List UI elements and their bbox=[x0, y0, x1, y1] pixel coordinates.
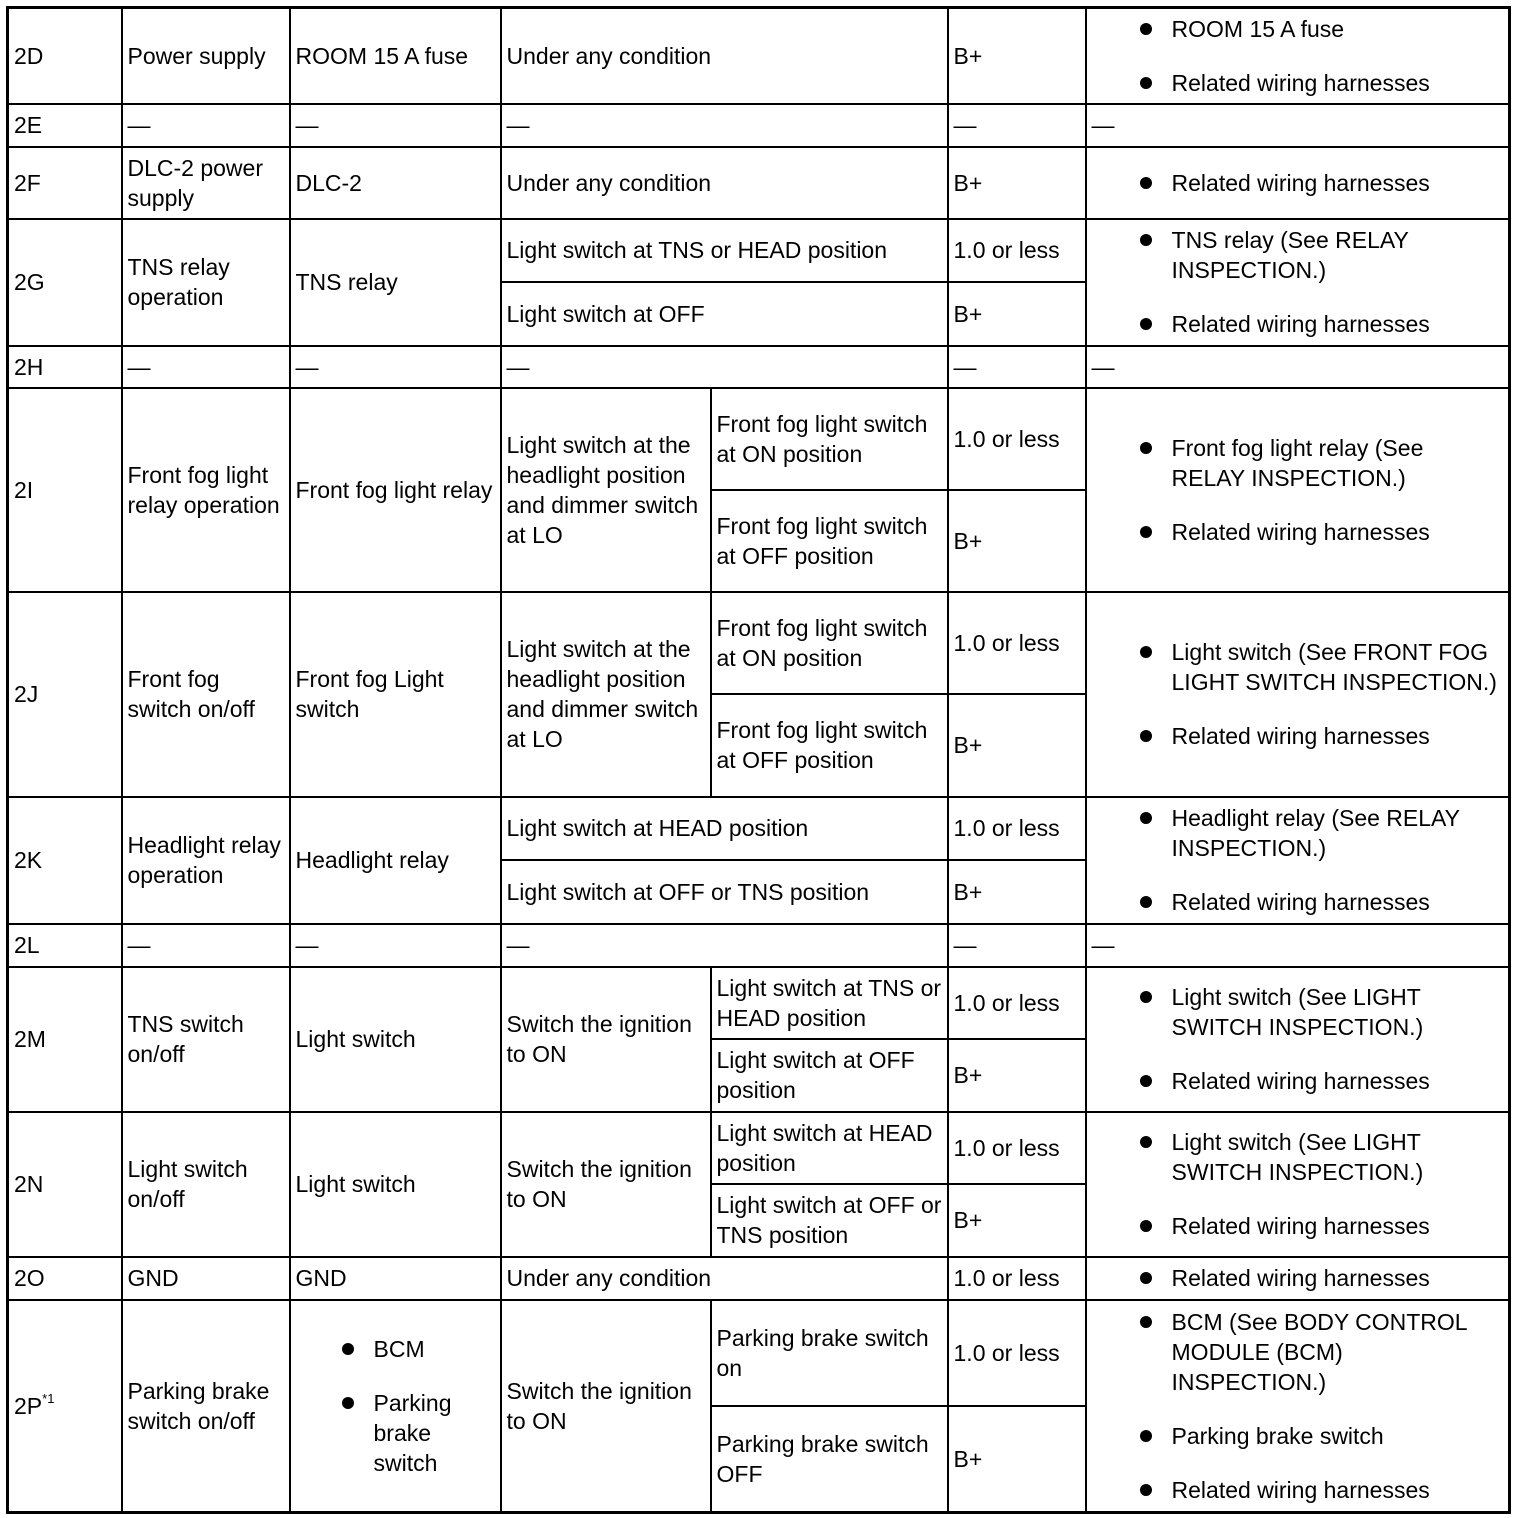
terminal-label: 2P bbox=[14, 1392, 43, 1419]
sub-condition-cell: Light switch at HEAD position bbox=[711, 1112, 948, 1184]
action-item: Related wiring harnesses bbox=[1092, 517, 1504, 547]
condition-cell: Switch the ignition to ON bbox=[501, 1112, 711, 1257]
condition-cell: Light switch at OFF or TNS position bbox=[501, 860, 948, 924]
sub-condition-cell: Parking brake switch on bbox=[711, 1300, 948, 1406]
action-item: Parking brake switch bbox=[1092, 1421, 1504, 1451]
terminal-cell: 2N bbox=[8, 1112, 122, 1257]
signal-cell: Parking brake switch on/off bbox=[122, 1300, 290, 1513]
action-item: Related wiring harnesses bbox=[1092, 68, 1504, 98]
voltage-cell: 1.0 or less bbox=[948, 1300, 1086, 1406]
terminal-cell: 2M bbox=[8, 967, 122, 1112]
action-item: Front fog light relay (See RELAY INSPECTION.) bbox=[1092, 433, 1504, 493]
action-cell bbox=[1086, 8, 1510, 104]
action-cell bbox=[1086, 388, 1510, 592]
action-item: Related wiring harnesses bbox=[1092, 1211, 1504, 1241]
terminal-inspection-table bbox=[6, 6, 1511, 1514]
action-item: Related wiring harnesses bbox=[1092, 721, 1504, 751]
terminal-cell: 2K bbox=[8, 797, 122, 924]
connected-to-cell: TNS relay bbox=[290, 219, 501, 346]
voltage-cell: B+ bbox=[948, 147, 1086, 219]
terminal-cell: 2G bbox=[8, 219, 122, 346]
table-row bbox=[8, 967, 1510, 1039]
voltage-cell: 1.0 or less bbox=[948, 219, 1086, 282]
condition-cell: — bbox=[501, 104, 948, 147]
action-cell: — bbox=[1086, 104, 1510, 147]
table-row bbox=[8, 797, 1510, 860]
connected-to-cell: Light switch bbox=[290, 1112, 501, 1257]
table-row bbox=[8, 1257, 1510, 1300]
terminal-cell: 2D bbox=[8, 8, 122, 104]
voltage-cell: 1.0 or less bbox=[948, 388, 1086, 490]
voltage-cell: B+ bbox=[948, 1039, 1086, 1112]
action-cell bbox=[1086, 219, 1510, 346]
condition-cell: Switch the ignition to ON bbox=[501, 1300, 711, 1513]
voltage-cell: B+ bbox=[948, 490, 1086, 592]
voltage-cell: B+ bbox=[948, 1184, 1086, 1257]
condition-cell: Under any condition bbox=[501, 1257, 948, 1300]
condition-cell: Light switch at TNS or HEAD position bbox=[501, 219, 948, 282]
action-item: BCM (See BODY CONTROL MODULE (BCM) INSPECTION.) bbox=[1092, 1307, 1504, 1397]
connected-to-cell: DLC-2 bbox=[290, 147, 501, 219]
connected-to-cell: GND bbox=[290, 1257, 501, 1300]
voltage-cell: 1.0 or less bbox=[948, 967, 1086, 1039]
signal-cell: Front fog switch on/off bbox=[122, 592, 290, 797]
inspection-table-frame bbox=[6, 6, 1508, 1512]
action-item: Related wiring harnesses bbox=[1092, 887, 1504, 917]
connected-to-cell bbox=[290, 1300, 501, 1513]
action-cell: — bbox=[1086, 924, 1510, 967]
voltage-cell: — bbox=[948, 104, 1086, 147]
action-item: Light switch (See LIGHT SWITCH INSPECTION.) bbox=[1092, 982, 1504, 1042]
table-row bbox=[8, 8, 1510, 104]
table-row bbox=[8, 388, 1510, 490]
sub-condition-cell: Light switch at OFF position bbox=[711, 1039, 948, 1112]
condition-cell: — bbox=[501, 924, 948, 967]
voltage-cell: B+ bbox=[948, 694, 1086, 797]
action-item: TNS relay (See RELAY INSPECTION.) bbox=[1092, 225, 1504, 285]
connected-to-cell: — bbox=[290, 104, 501, 147]
signal-cell: GND bbox=[122, 1257, 290, 1300]
action-item: ROOM 15 A fuse bbox=[1092, 14, 1504, 44]
condition-cell: Light switch at OFF bbox=[501, 282, 948, 346]
table-row bbox=[8, 924, 1510, 967]
connected-to-cell: Front fog light relay bbox=[290, 388, 501, 592]
terminal-cell: 2E bbox=[8, 104, 122, 147]
table-row bbox=[8, 346, 1510, 388]
condition-cell: Light switch at HEAD position bbox=[501, 797, 948, 860]
action-cell bbox=[1086, 1300, 1510, 1513]
table-row bbox=[8, 147, 1510, 219]
action-item: Related wiring harnesses bbox=[1092, 309, 1504, 339]
sub-condition-cell: Parking brake switch OFF bbox=[711, 1406, 948, 1513]
terminal-cell: 2L bbox=[8, 924, 122, 967]
terminal-cell: 2J bbox=[8, 592, 122, 797]
terminal-cell: 2I bbox=[8, 388, 122, 592]
terminal-cell: 2F bbox=[8, 147, 122, 219]
voltage-cell: B+ bbox=[948, 8, 1086, 104]
table-row bbox=[8, 219, 1510, 282]
sub-condition-cell: Front fog light switch at OFF position bbox=[711, 490, 948, 592]
condition-cell: Light switch at the headlight position and dimmer switch at LO bbox=[501, 388, 711, 592]
voltage-cell: — bbox=[948, 924, 1086, 967]
voltage-cell: B+ bbox=[948, 1406, 1086, 1513]
terminal-cell: 2H bbox=[8, 346, 122, 388]
voltage-cell: 1.0 or less bbox=[948, 592, 1086, 694]
voltage-cell: 1.0 or less bbox=[948, 1112, 1086, 1184]
voltage-cell: 1.0 or less bbox=[948, 1257, 1086, 1300]
action-item: Related wiring harnesses bbox=[1092, 1263, 1504, 1293]
action-cell bbox=[1086, 1257, 1510, 1300]
connected-to-cell: — bbox=[290, 924, 501, 967]
action-cell bbox=[1086, 797, 1510, 924]
voltage-cell: 1.0 or less bbox=[948, 797, 1086, 860]
condition-cell: — bbox=[501, 346, 948, 388]
condition-cell: Under any condition bbox=[501, 147, 948, 219]
signal-cell: Light switch on/off bbox=[122, 1112, 290, 1257]
action-cell bbox=[1086, 147, 1510, 219]
signal-cell: — bbox=[122, 104, 290, 147]
sub-condition-cell: Front fog light switch at OFF position bbox=[711, 694, 948, 797]
sub-condition-cell: Front fog light switch at ON position bbox=[711, 388, 948, 490]
condition-cell: Under any condition bbox=[501, 8, 948, 104]
sub-condition-cell: Light switch at OFF or TNS position bbox=[711, 1184, 948, 1257]
sub-condition-cell: Front fog light switch at ON position bbox=[711, 592, 948, 694]
table-row bbox=[8, 1300, 1510, 1406]
action-cell bbox=[1086, 1112, 1510, 1257]
signal-cell: Headlight relay operation bbox=[122, 797, 290, 924]
table-row bbox=[8, 592, 1510, 694]
action-item: Related wiring harnesses bbox=[1092, 1475, 1504, 1505]
signal-cell: TNS switch on/off bbox=[122, 967, 290, 1112]
voltage-cell: B+ bbox=[948, 860, 1086, 924]
action-item: Related wiring harnesses bbox=[1092, 168, 1504, 198]
action-cell bbox=[1086, 592, 1510, 797]
voltage-cell: B+ bbox=[948, 282, 1086, 346]
signal-cell: Power supply bbox=[122, 8, 290, 104]
connected-item: BCM bbox=[296, 1334, 495, 1364]
table-row bbox=[8, 1112, 1510, 1184]
terminal-cell bbox=[8, 1300, 122, 1513]
connected-to-cell: ROOM 15 A fuse bbox=[290, 8, 501, 104]
connected-to-cell: — bbox=[290, 346, 501, 388]
action-item: Headlight relay (See RELAY INSPECTION.) bbox=[1092, 803, 1504, 863]
signal-cell: — bbox=[122, 346, 290, 388]
connected-to-cell: Front fog Light switch bbox=[290, 592, 501, 797]
condition-cell: Light switch at the headlight position and dimmer switch at LO bbox=[501, 592, 711, 797]
terminal-cell: 2O bbox=[8, 1257, 122, 1300]
voltage-cell: — bbox=[948, 346, 1086, 388]
signal-cell: Front fog light relay operation bbox=[122, 388, 290, 592]
condition-cell: Switch the ignition to ON bbox=[501, 967, 711, 1112]
action-item: Related wiring harnesses bbox=[1092, 1066, 1504, 1096]
action-item: Light switch (See FRONT FOG LIGHT SWITCH INSPECTION.) bbox=[1092, 637, 1504, 697]
sub-condition-cell: Light switch at TNS or HEAD position bbox=[711, 967, 948, 1039]
action-cell bbox=[1086, 967, 1510, 1112]
connected-to-cell: Headlight relay bbox=[290, 797, 501, 924]
signal-cell: — bbox=[122, 924, 290, 967]
footnote-marker: *1 bbox=[42, 1391, 55, 1407]
signal-cell: TNS relay operation bbox=[122, 219, 290, 346]
signal-cell: DLC-2 power supply bbox=[122, 147, 290, 219]
action-cell: — bbox=[1086, 346, 1510, 388]
connected-item: Parking brake switch bbox=[296, 1388, 495, 1478]
connected-to-cell: Light switch bbox=[290, 967, 501, 1112]
action-item: Light switch (See LIGHT SWITCH INSPECTION.) bbox=[1092, 1127, 1504, 1187]
table-row bbox=[8, 104, 1510, 147]
